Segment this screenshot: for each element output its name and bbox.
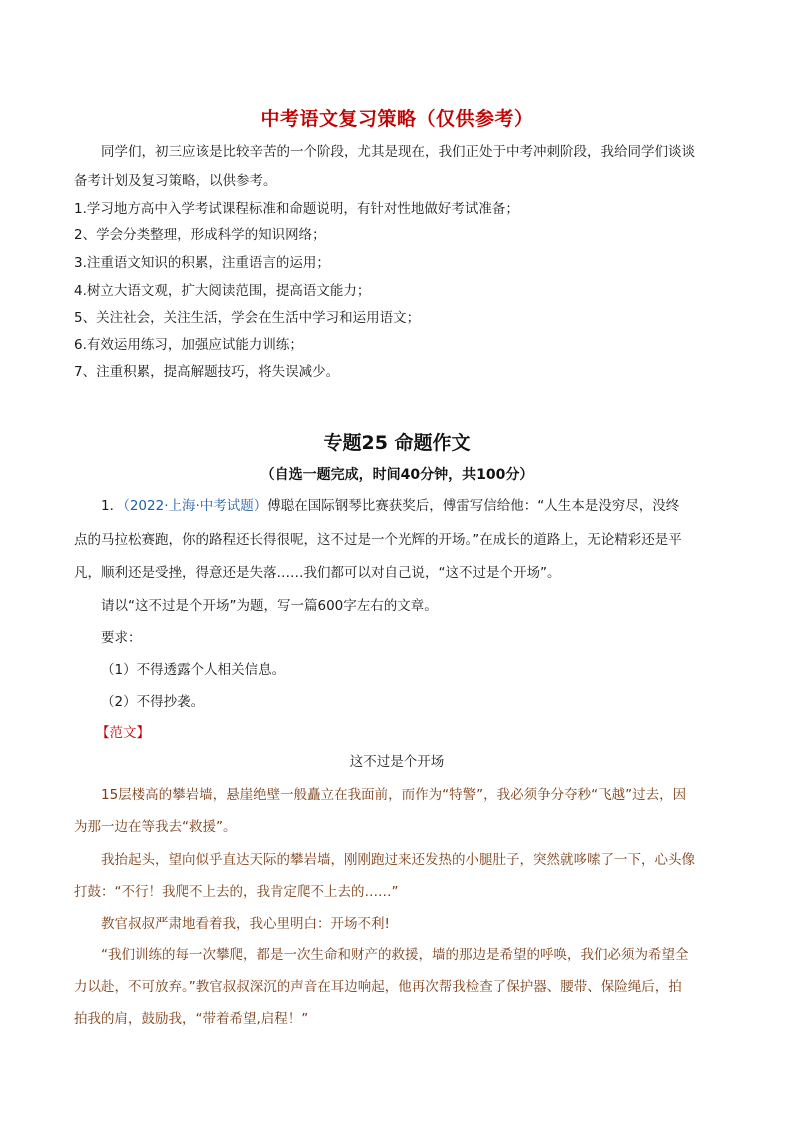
essay-para-2-line-2: 打鼓：“不行！我爬不上去的，我肯定爬不上去的……” — [74, 884, 399, 900]
strategy-title: 中考语文复习策略（仅供参考） — [260, 108, 534, 130]
intro-line-2: 备考计划及复习策略，以供参考。 — [74, 173, 277, 189]
essay-title: 这不过是个开场 — [349, 754, 445, 770]
instruction: 请以“这不过是个开场”为题，写一篇600字左右的文章。 — [101, 598, 438, 614]
question-line-1-text: 傅聪在国际钢琴比赛获奖后，傅雷写信给他：“人生本是没穷尽，没终 — [267, 498, 680, 514]
essay-para-1-line-2: 为那一边在等我去“救援”。 — [74, 819, 237, 835]
topic-heading: 专题25 命题作文 — [323, 432, 471, 454]
essay-para-1-line-1: 15层楼高的攀岩墙，悬崖绝壁一般矗立在我面前，而作为“特警”，我必须争分夺秒“飞越”过去，因 — [101, 787, 687, 803]
strategy-item-1: 1.学习地方高中入学考试课程标准和命题说明，有针对性地做好考试准备； — [74, 201, 519, 217]
strategy-item-7: 7、注重积累，提高解题技巧，将失误减少。 — [74, 364, 340, 380]
essay-para-4-line-1: “我们训练的每一次攀爬，都是一次生命和财产的救援，墙的那边是希望的呼唤，我们必须为希望全 — [101, 947, 689, 963]
essay-para-4-line-3: 拍我的肩，鼓励我，“带着希望,启程！” — [74, 1011, 309, 1027]
strategy-item-4: 4.树立大语文观，扩大阅读范围，提高语文能力； — [74, 283, 371, 299]
intro-line-1: 同学们，初三应该是比较辛苦的一个阶段，尤其是现在，我们正处于中考冲刺阶段，我给同学们谈谈 — [101, 144, 695, 160]
sample-label: 【范文】 — [96, 725, 150, 741]
strategy-item-6: 6.有效运用练习，加强应试能力训练； — [74, 337, 303, 353]
essay-para-4-line-2: 力以赴，不可放弃。”教官叔叔深沉的声音在耳边响起，他再次帮我检查了保护器、腰带、保险绳后，拍 — [74, 979, 682, 995]
essay-para-2-line-1: 我抬起头，望向似乎直达天际的攀岩墙，刚刚跑过来还发热的小腿肚子，突然就哆嗦了一下，心头像 — [101, 852, 695, 868]
question-line-2: 点的马拉松赛跑，你的路程还长得很呢，这不过是一个光辉的开场。”在成长的道路上，无论精彩还是平 — [74, 532, 682, 548]
question-number: 1． — [101, 498, 124, 514]
requirement-label: 要求： — [101, 630, 142, 646]
essay-para-3: 教官叔叔严肃地看着我，我心里明白：开场不利! — [101, 916, 390, 932]
strategy-item-3: 3.注重语文知识的积累，注重语言的运用； — [74, 255, 330, 271]
question-line-3: 凡，顺利还是受挫，得意还是失落……我们都可以对自己说，“这不过是个开场”。 — [74, 565, 561, 581]
requirement-2: （2）不得抄袭。 — [101, 694, 205, 710]
strategy-item-5: 5、关注社会，关注生活，学会在生活中学习和运用语文； — [74, 310, 421, 326]
strategy-item-2: 2、学会分类整理，形成科学的知识网络； — [74, 227, 326, 243]
topic-subheading: （自选一题完成，时间40分钟，共100分） — [260, 467, 534, 483]
question-line-1 — [74, 496, 734, 516]
requirement-1: （1）不得透露个人相关信息。 — [101, 662, 286, 678]
question-source: （2022·上海·中考试题） — [123, 498, 268, 514]
